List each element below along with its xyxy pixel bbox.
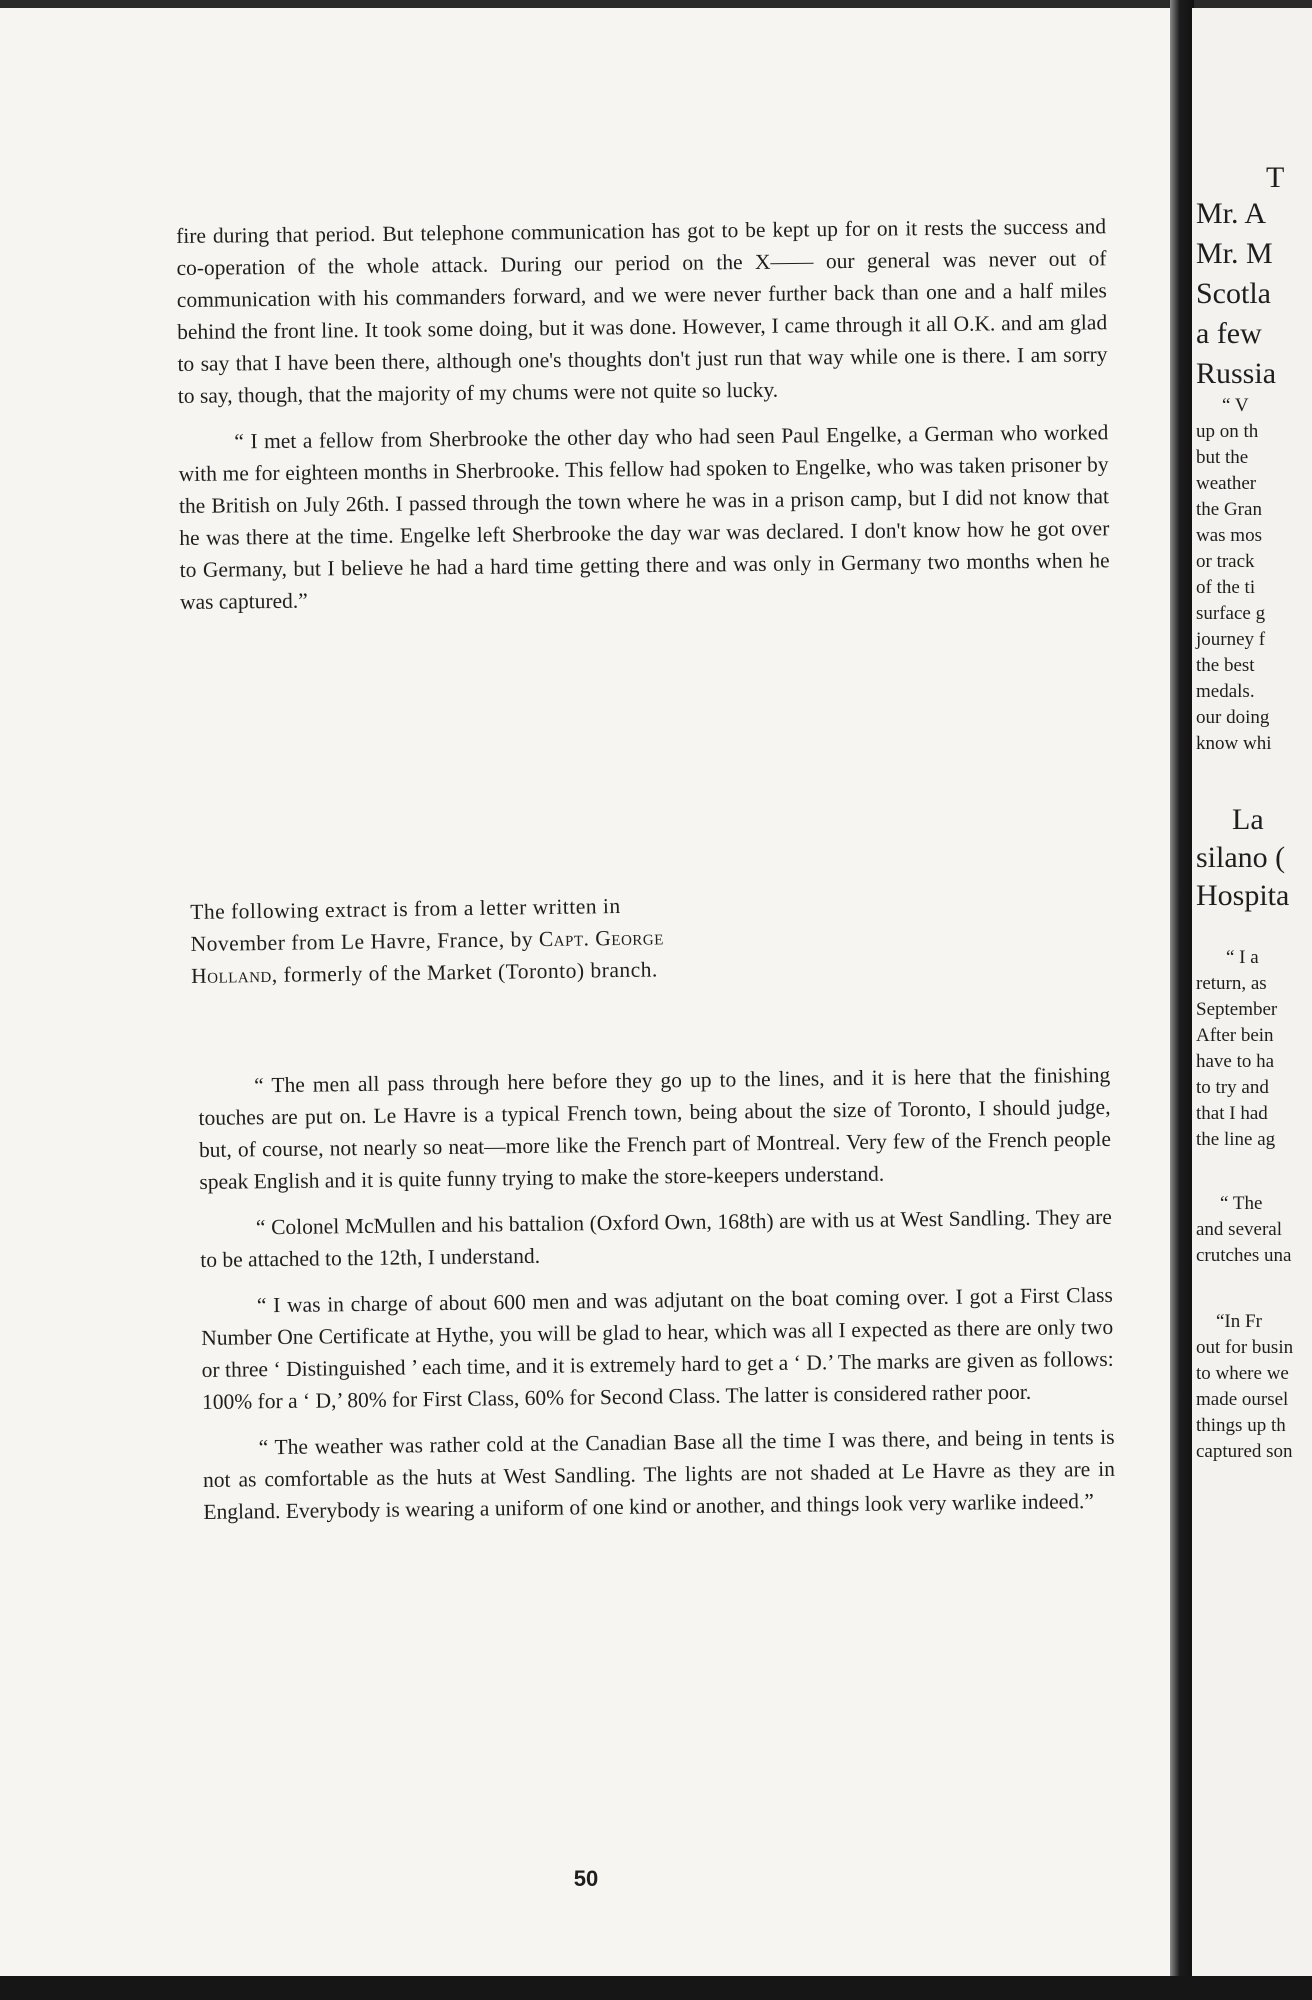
- heading-author-surname: Holland: [190, 962, 272, 988]
- facing-page-line: “ V: [1222, 395, 1249, 416]
- facing-page-line: captured son: [1196, 1441, 1293, 1462]
- letter-paragraph-3: “ I was in charge of about 600 men and was adjutant on the boat coming over. I got a First Class Number One Certificate at Hythe, you will be glad to hear, which was all I expected as there are only two or three ‘ Distinguished ’ each time, and it is extremely hard to get a ‘ D.’ The marks are given as follows: 100% for a ‘ D,’ 80% for First Class, 60% for Second Class. The latter is considered rather poor.: [201, 1282, 1114, 1414]
- facing-page-line: a few: [1196, 317, 1262, 350]
- section-heading: [190, 883, 1121, 992]
- facing-page-line: but the: [1196, 447, 1249, 468]
- left-page: [0, 8, 1172, 1978]
- facing-page-line: surface g: [1196, 603, 1266, 624]
- scan-bottom-edge: [0, 1976, 1312, 2000]
- letter-paragraph-2: “ Colonel McMullen and his battalion (Oxford Own, 168th) are with us at West Sandling. They are to be attached to the 12th, I understand.: [200, 1204, 1113, 1272]
- facing-page-line: “ The: [1220, 1193, 1263, 1214]
- facing-page-line: Scotla: [1196, 277, 1271, 310]
- facing-page-line: weather: [1196, 473, 1257, 494]
- facing-page-line: After bein: [1196, 1025, 1274, 1046]
- facing-page-line: crutches una: [1196, 1245, 1292, 1266]
- book-gutter: [1170, 0, 1194, 2000]
- heading-author-name: Capt. George: [538, 925, 664, 952]
- facing-page-line: up on th: [1196, 421, 1259, 442]
- facing-page-line: of the ti: [1196, 577, 1256, 598]
- facing-page-line: T: [1266, 161, 1285, 194]
- paragraph-1: fire during that period. But telephone communication has got to be kept up for on it rests the success and co-operation of the whole attack. During our period on the X—— our general was never out of communication with his commanders forward, and we were never further back than one and a half miles behind the front line. It took some doing, but it was done. However, I came through it all O.K. and am glad to say that I have been there, although one's thoughts don't just run that way while one is there. I am sorry to say, though, that the majority of my chums were not quite so lucky.: [176, 214, 1108, 408]
- facing-page-line: or track: [1196, 551, 1255, 572]
- facing-page-line: out for busin: [1196, 1337, 1294, 1358]
- facing-page-line: made oursel: [1196, 1389, 1289, 1410]
- facing-page-line: silano (: [1196, 841, 1286, 874]
- facing-page-line: medals.: [1196, 681, 1255, 702]
- facing-page-line: was mos: [1196, 525, 1262, 546]
- facing-page-line: journey f: [1196, 629, 1266, 650]
- facing-page-line: return, as: [1196, 973, 1267, 994]
- letter-paragraph-4: “ The weather was rather cold at the Canadian Base all the time I was there, and being in tents is not as comfortable as the huts at West Sandling. The lights are not shaded at Le Havre as they are in England. Everybody is wearing a uniform of one kind or another, and things look very warlike indeed.”: [202, 1424, 1116, 1524]
- facing-page-line: the line ag: [1196, 1129, 1276, 1150]
- page-number: 50: [573, 1866, 599, 1891]
- facing-page-line: and several: [1196, 1219, 1282, 1240]
- heading-line-2-text: November from Le Havre, France, by: [190, 927, 540, 956]
- facing-page-line: our doing: [1196, 707, 1270, 728]
- facing-page-line: Mr. M: [1196, 237, 1273, 270]
- heading-line-3-text: , formerly of the Market (Toronto) branch.: [271, 957, 658, 987]
- facing-page-line: that I had: [1196, 1103, 1268, 1124]
- facing-page-line: “ I a: [1226, 947, 1259, 968]
- facing-page-line: September: [1196, 999, 1278, 1020]
- paragraph-2: “ I met a fellow from Sherbrooke the other day who had seen Paul Engelke, a German who worked with me for eighteen months in Sherbrooke. This fellow had spoken to Engelke, who was taken prisoner by the British on July 26th. I passed through the town where he was in a prison camp, but I did not know that he was there at the time. Engelke left Sherbrooke the day war was declared. I don't know how he got over to Germany, but I believe he had a hard time getting there and was only in Germany two months when he was captured.”: [178, 420, 1110, 614]
- facing-page-line: things up th: [1196, 1415, 1286, 1436]
- facing-page-edge: [1192, 8, 1312, 1978]
- facing-page-line: to where we: [1196, 1363, 1289, 1384]
- facing-page-line: know whi: [1196, 733, 1272, 754]
- facing-page-line: the Gran: [1196, 499, 1262, 520]
- facing-page-line: Hospita: [1196, 879, 1290, 912]
- facing-page-line: Russia: [1196, 357, 1277, 390]
- letter-continuation: [176, 210, 1110, 618]
- holland-letter: [198, 1059, 1116, 1528]
- facing-page-line: to try and: [1196, 1077, 1269, 1098]
- facing-page-line: La: [1232, 803, 1264, 836]
- facing-page-line: Mr. A: [1196, 197, 1267, 230]
- facing-page-line: “In Fr: [1216, 1311, 1262, 1332]
- heading-line-1: The following extract is from a letter written in: [190, 893, 621, 924]
- facing-page-line: the best: [1196, 655, 1255, 676]
- facing-page-line: have to ha: [1196, 1051, 1275, 1072]
- letter-paragraph-1: “ The men all pass through here before they go up to the lines, and it is here that the finishing touches are put on. Le Havre is a typical French town, being about the size of Toronto, I should judge, but, of course, not nearly so neat—more like the French part of Montreal. Very few of the French people speak English and it is quite funny trying to make the store-keepers understand.: [198, 1062, 1112, 1194]
